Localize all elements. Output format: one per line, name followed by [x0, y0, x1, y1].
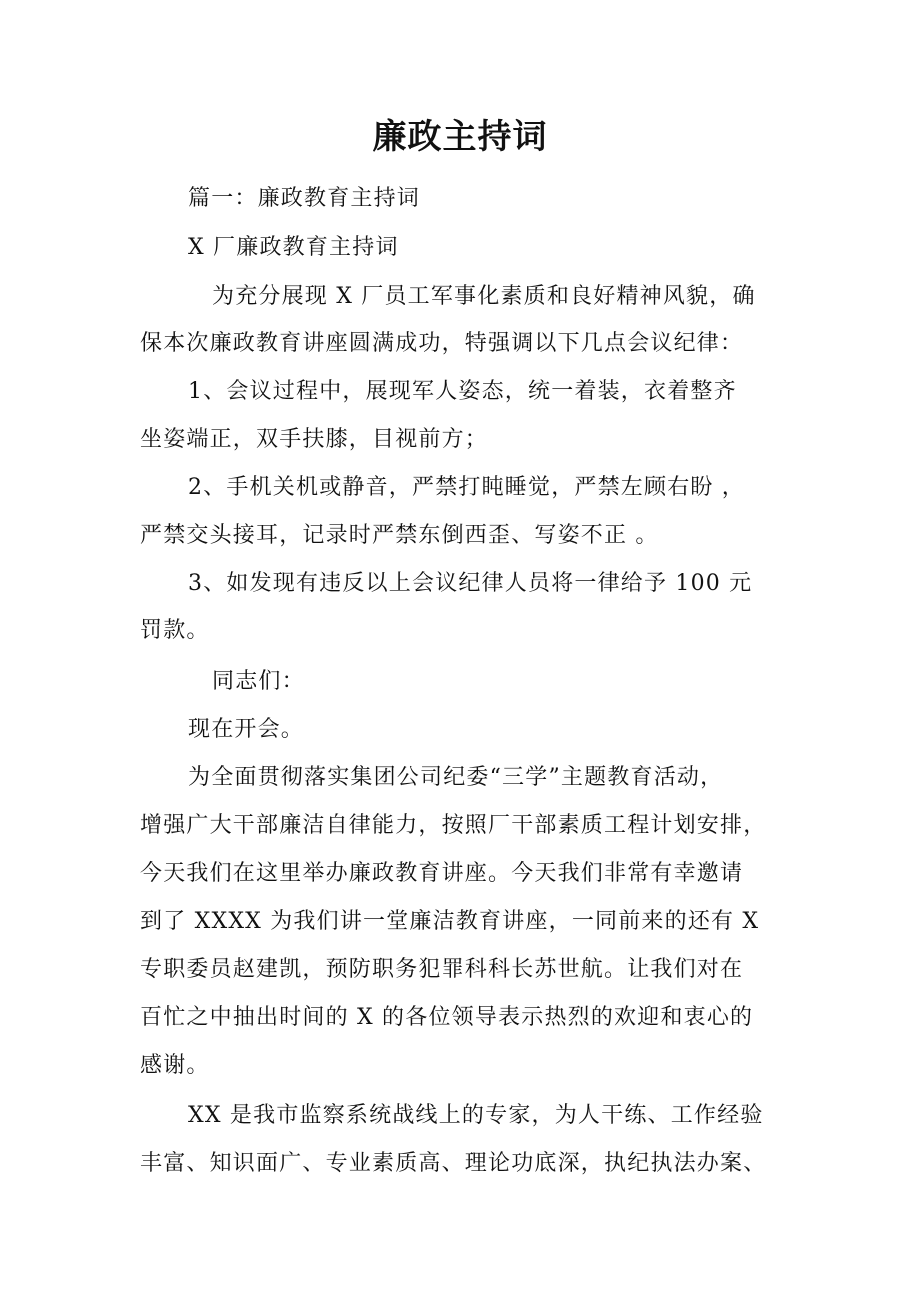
paragraph-line: 今天我们在这里举办廉政教育讲座。今天我们非常有幸邀请 [140, 861, 744, 886]
paragraph-line: 为全面贯彻落实集团公司纪委“三学”主题教育活动， [188, 765, 724, 790]
greeting-line: 同志们： [212, 669, 305, 694]
section-heading: 篇一：廉政教育主持词 [188, 186, 421, 211]
rule-item-line: 3、如发现有违反以上会议纪律人员将一律给予 100 元 [188, 571, 753, 596]
paragraph-line: 到了 XXXX 为我们讲一堂廉洁教育讲座，一同前来的还有 X [140, 909, 760, 934]
paragraph-line: 专职委员赵建凯，预防职务犯罪科科长苏世航。让我们对在 [140, 957, 744, 982]
paragraph-line: 丰富、知识面广、专业素质高、理论功底深，执纪执法办案、 [140, 1151, 767, 1176]
paragraph-line: 增强广大干部廉洁自律能力，按照厂干部素质工程计划安排， [140, 813, 767, 838]
rule-item-line: 坐姿端正，双手扶膝，目视前方； [140, 427, 489, 452]
paragraph-line: 现在开会。 [188, 717, 305, 742]
rule-item-line: 1、会议过程中，展现军人姿态，统一着装，衣着整齐 [188, 379, 737, 404]
paragraph-line: 保本次廉政教育讲座圆满成功，特强调以下几点会议纪律： [140, 331, 744, 356]
paragraph-line: 为充分展现 X 厂员工军事化素质和良好精神风貌，确 [212, 284, 756, 309]
paragraph-line: 感谢。 [140, 1053, 210, 1078]
subsection-heading: X 厂廉政教育主持词 [188, 235, 399, 260]
rule-item-line: 2、手机关机或静音，严禁打盹睡觉，严禁左顾右盼 ， [188, 475, 745, 500]
paragraph-line: XX 是我市监察系统战线上的专家，为人干练、工作经验 [188, 1103, 764, 1128]
document-title: 廉政主持词 [372, 117, 548, 157]
rule-item-line: 罚款。 [140, 618, 210, 643]
paragraph-line: 百忙之中抽出时间的 X 的各位领导表示热烈的欢迎和衷心的 [140, 1005, 754, 1030]
rule-item-line: 严禁交头接耳，记录时严禁东倒西歪、写姿不正 。 [140, 523, 659, 548]
